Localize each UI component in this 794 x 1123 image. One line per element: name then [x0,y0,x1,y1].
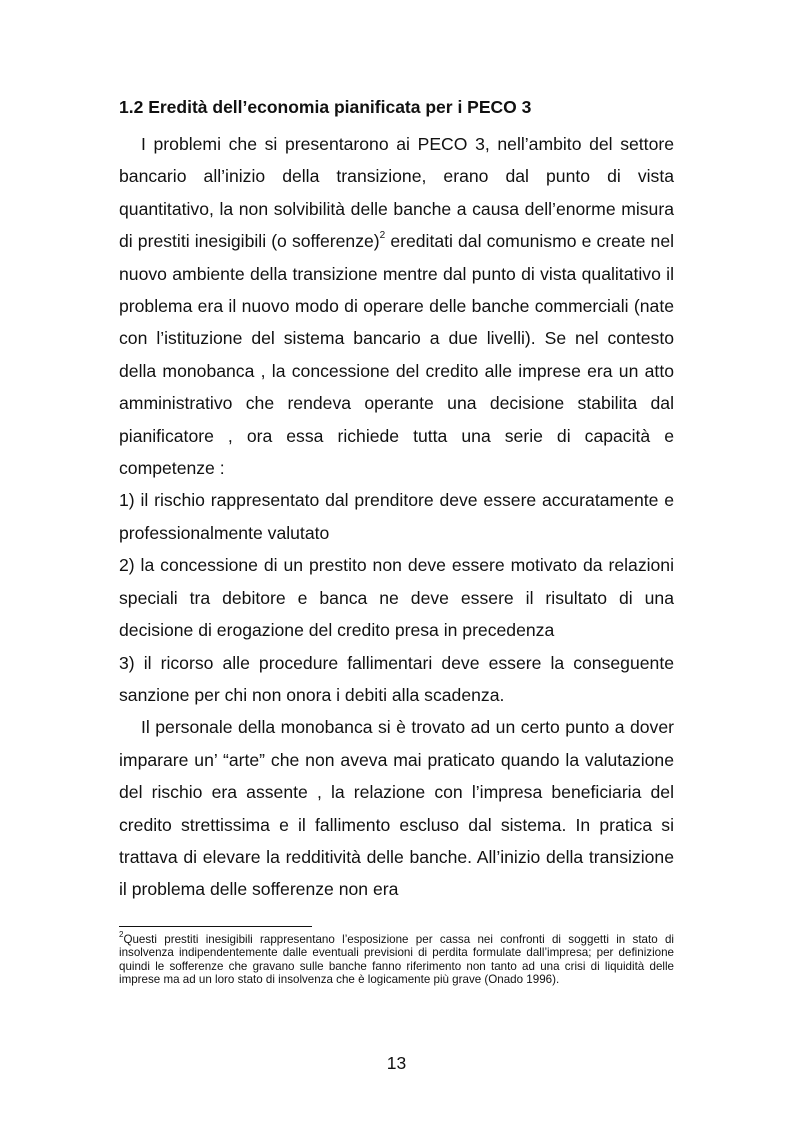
body-text [119,128,674,906]
footnote-marker: 2 [119,930,124,940]
footnote [119,930,674,987]
paragraph-intro-text: I problemi che si presentarono ai PECO 3, nell’ambito del settore bancario all’inizio della transizione, erano dal punto di vista quantitativo, la non solvibilità delle banche a causa dell’enorme misura di prestiti inesigibili (o sofferenze) [119,134,674,252]
paragraph-intro-continuation: ereditati dal comunismo e create nel nuovo ambiente della transizione mentre dal punto di vista qualitativo il problema era il nuovo modo di operare delle banche commerciali (nate con l’istituzione del sistema bancario a due livelli). Se nel contesto della monobanca , la concessione del credito alle imprese era un atto amministrativo che rendeva operante una decisione stabilita dal pianificatore , ora essa richiede tutta una serie di capacità e competenze : [119,231,675,479]
footnote-text: Questi prestiti inesigibili rappresentano l’esposizione per cassa nei confronti di soggetti in stato di insolvenza indipendentemente dalle eventuali previsioni di perdita formulate dall’impresa; per definizione quindi le sofferenze che gravano sulle banche fanno riferimento non tanto ad una crisi di liquidità delle imprese ma ad un loro stato di insolvenza che è logicamente più grave (Onado 1996). [119,933,674,987]
list-item-1: 1) il rischio rappresentato dal prenditore deve essere accuratamente e professionalmente valutato [119,490,674,543]
document-page [119,0,674,1123]
paragraph-monobanca: Il personale della monobanca si è trovato ad un certo punto a dover imparare un’ “arte” che non aveva mai praticato quando la valutazione del rischio era assente , la relazione con l’impresa beneficiaria del credito strettissima e il fallimento escluso dal sistema. In pratica si trattava di elevare la redditività delle banche. All’inizio della transizione il problema delle sofferenze non era [119,717,674,900]
footnote-separator [119,926,312,927]
list-item-2: 2) la concessione di un prestito non deve essere motivato da relazioni speciali tra debitore e banca ne deve essere il risultato di una decisione di erogazione del credito presa in precedenza [119,555,674,641]
page-number: 13 [386,1053,407,1073]
footnote-reference[interactable]: 2 [379,230,386,242]
paragraph-intro [119,128,674,484]
list-item-3: 3) il ricorso alle procedure fallimentari deve essere la conseguente sanzione per chi non onora i debiti alla scadenza. [119,652,674,705]
section-heading: 1.2 Eredità dell’economia pianificata per i PECO 3 [119,97,532,117]
